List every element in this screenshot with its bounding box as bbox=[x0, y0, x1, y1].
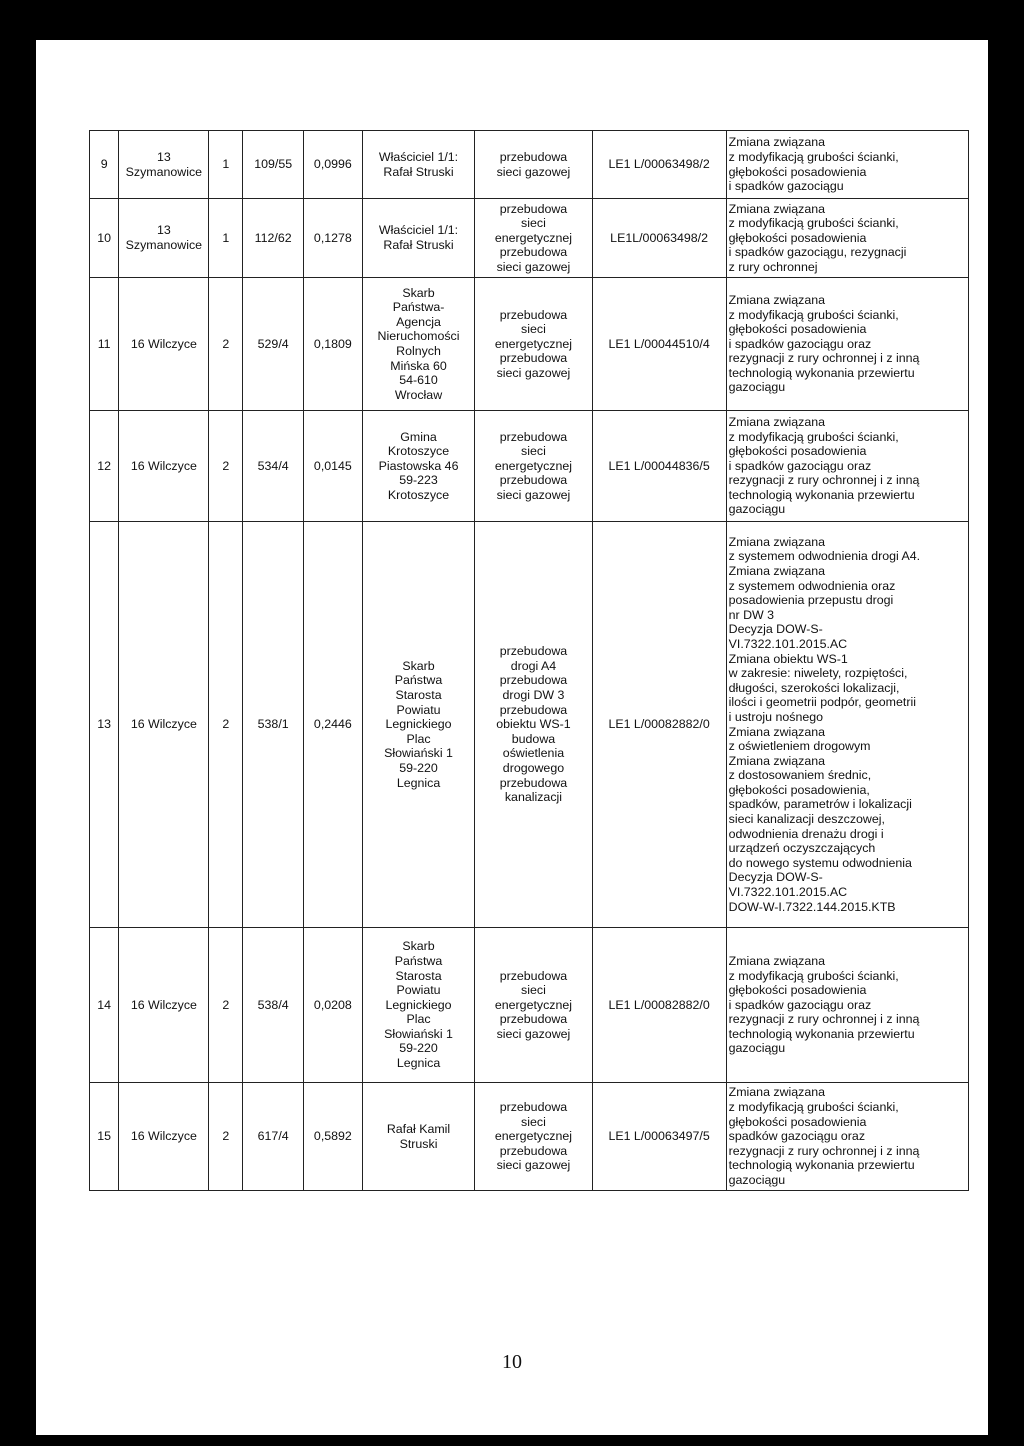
cell-dzialka: 538/1 bbox=[243, 522, 304, 928]
cell-nr: 13 bbox=[90, 522, 119, 928]
table-row bbox=[90, 928, 969, 1083]
cell-arkusz: 2 bbox=[209, 411, 243, 522]
cell-rodzaj: przebudowa sieci gazowej bbox=[475, 131, 592, 199]
table-row bbox=[90, 1083, 969, 1191]
cell-arkusz: 2 bbox=[209, 278, 243, 411]
cell-powierzchnia: 0,0145 bbox=[304, 411, 363, 522]
table-row bbox=[90, 522, 969, 928]
parcel-table bbox=[89, 130, 969, 1191]
cell-wlasciciel: Właściciel 1/1: Rafał Struski bbox=[362, 131, 475, 199]
cell-powierzchnia: 0,1809 bbox=[304, 278, 363, 411]
cell-arkusz: 1 bbox=[209, 131, 243, 199]
cell-dzialka: 534/4 bbox=[243, 411, 304, 522]
cell-powierzchnia: 0,1278 bbox=[304, 199, 363, 278]
cell-arkusz: 2 bbox=[209, 928, 243, 1083]
cell-nr: 14 bbox=[90, 928, 119, 1083]
page-number: 10 bbox=[502, 1351, 522, 1373]
cell-dzialka: 529/4 bbox=[243, 278, 304, 411]
cell-obreb: 16 Wilczyce bbox=[119, 522, 209, 928]
cell-powierzchnia: 0,0996 bbox=[304, 131, 363, 199]
table-row bbox=[90, 199, 969, 278]
cell-obreb: 16 Wilczyce bbox=[119, 928, 209, 1083]
cell-rodzaj: przebudowa sieci energetycznej przebudowa sieci gazowej bbox=[475, 411, 592, 522]
cell-ksiega: LE1 L/00044836/5 bbox=[592, 411, 726, 522]
cell-dzialka: 538/4 bbox=[243, 928, 304, 1083]
cell-wlasciciel: Skarb Państwa Starosta Powiatu Legnickiego Plac Słowiański 1 59-220 Legnica bbox=[362, 928, 475, 1083]
cell-wlasciciel: Rafał Kamil Struski bbox=[362, 1083, 475, 1191]
cell-rodzaj: przebudowa sieci energetycznej przebudowa sieci gazowej bbox=[475, 1083, 592, 1191]
cell-ksiega: LE1 L/00063498/2 bbox=[592, 131, 726, 199]
table-row bbox=[90, 131, 969, 199]
cell-opis: Zmiana związana z systemem odwodnienia drogi A4. Zmiana związana z systemem odwodnienia oraz posadowienia przepustu drogi nr DW 3 Decyzja DOW-S- VI.7322.101.2015.AC Zmiana obiektu WS-1 w zakresie: niwelety, rozpiętości, długości, szerokości lokalizacji, ilości i geometrii podpór, geometrii i ustroju nośnego Zmiana związana z oświetleniem drogowym Zmiana związana z dostosowaniem średnic, głębokości posadowienia, spadków, parametrów i lokalizacji sieci kanalizacji deszczowej, odwodnienia drenażu drogi i urządzeń oczyszczających do nowego systemu odwodnienia Decyzja DOW-S- VI.7322.101.2015.AC DOW-W-I.7322.144.2015.KTB bbox=[726, 522, 968, 928]
cell-arkusz: 2 bbox=[209, 1083, 243, 1191]
cell-arkusz: 2 bbox=[209, 522, 243, 928]
cell-opis: Zmiana związana z modyfikacją grubości ścianki, głębokości posadowienia spadków gazociągu oraz rezygnacji z rury ochronnej i z inną technologią wykonania przewiertu gazociągu bbox=[726, 1083, 968, 1191]
cell-ksiega: LE1 L/00044510/4 bbox=[592, 278, 726, 411]
cell-rodzaj: przebudowa sieci energetycznej przebudowa sieci gazowej bbox=[475, 278, 592, 411]
cell-rodzaj: przebudowa sieci energetycznej przebudowa sieci gazowej bbox=[475, 928, 592, 1083]
cell-ksiega: LE1 L/00082882/0 bbox=[592, 928, 726, 1083]
cell-nr: 10 bbox=[90, 199, 119, 278]
cell-obreb: 13 Szymanowice bbox=[119, 199, 209, 278]
cell-nr: 12 bbox=[90, 411, 119, 522]
cell-opis: Zmiana związana z modyfikacją grubości ścianki, głębokości posadowienia i spadków gazociągu oraz rezygnacji z rury ochronnej i z inną technologią wykonania przewiertu gazociągu bbox=[726, 928, 968, 1083]
cell-ksiega: LE1 L/00063497/5 bbox=[592, 1083, 726, 1191]
cell-obreb: 13 Szymanowice bbox=[119, 131, 209, 199]
cell-ksiega: LE1L/00063498/2 bbox=[592, 199, 726, 278]
cell-opis: Zmiana związana z modyfikacją grubości ścianki, głębokości posadowienia i spadków gazociągu bbox=[726, 131, 968, 199]
cell-obreb: 16 Wilczyce bbox=[119, 1083, 209, 1191]
cell-opis: Zmiana związana z modyfikacją grubości ścianki, głębokości posadowienia i spadków gazociągu oraz rezygnacji z rury ochronnej i z inną technologią wykonania przewiertu gazociągu bbox=[726, 278, 968, 411]
cell-rodzaj: przebudowa drogi A4 przebudowa drogi DW 3 przebudowa obiektu WS-1 budowa oświetlenia drogowego przebudowa kanalizacji bbox=[475, 522, 592, 928]
cell-arkusz: 1 bbox=[209, 199, 243, 278]
cell-dzialka: 109/55 bbox=[243, 131, 304, 199]
cell-wlasciciel: Gmina Krotoszyce Piastowska 46 59-223 Krotoszyce bbox=[362, 411, 475, 522]
cell-opis: Zmiana związana z modyfikacją grubości ścianki, głębokości posadowienia i spadków gazociągu, rezygnacji z rury ochronnej bbox=[726, 199, 968, 278]
document-page bbox=[36, 40, 988, 1435]
cell-obreb: 16 Wilczyce bbox=[119, 411, 209, 522]
cell-wlasciciel: Skarb Państwa- Agencja Nieruchomości Rolnych Mińska 60 54-610 Wrocław bbox=[362, 278, 475, 411]
cell-powierzchnia: 0,0208 bbox=[304, 928, 363, 1083]
cell-ksiega: LE1 L/00082882/0 bbox=[592, 522, 726, 928]
cell-powierzchnia: 0,2446 bbox=[304, 522, 363, 928]
cell-wlasciciel: Właściciel 1/1: Rafał Struski bbox=[362, 199, 475, 278]
cell-obreb: 16 Wilczyce bbox=[119, 278, 209, 411]
cell-rodzaj: przebudowa sieci energetycznej przebudowa sieci gazowej bbox=[475, 199, 592, 278]
cell-opis: Zmiana związana z modyfikacją grubości ścianki, głębokości posadowienia i spadków gazociągu oraz rezygnacji z rury ochronnej i z inną technologią wykonania przewiertu gazociągu bbox=[726, 411, 968, 522]
cell-nr: 9 bbox=[90, 131, 119, 199]
table-row bbox=[90, 278, 969, 411]
cell-dzialka: 112/62 bbox=[243, 199, 304, 278]
cell-nr: 11 bbox=[90, 278, 119, 411]
cell-wlasciciel: Skarb Państwa Starosta Powiatu Legnickiego Plac Słowiański 1 59-220 Legnica bbox=[362, 522, 475, 928]
cell-dzialka: 617/4 bbox=[243, 1083, 304, 1191]
table-row bbox=[90, 411, 969, 522]
cell-powierzchnia: 0,5892 bbox=[304, 1083, 363, 1191]
cell-nr: 15 bbox=[90, 1083, 119, 1191]
